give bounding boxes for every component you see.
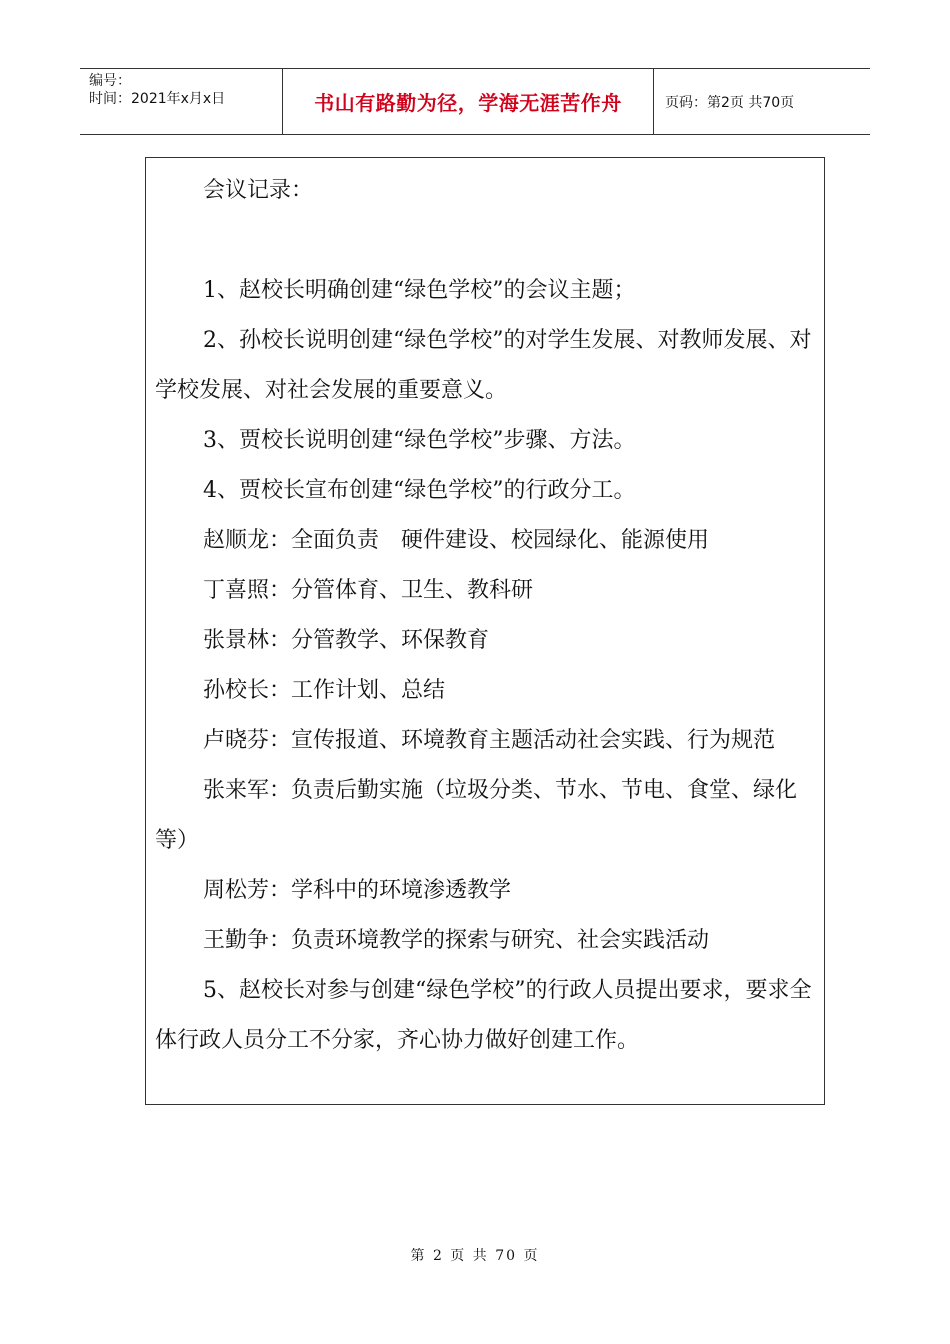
header-motto: 书山有路勤为径，学海无涯苦作舟 [283,69,654,134]
record-paragraph: 王勤争：负责环境教学的探索与研究、社会实践活动 [203,928,710,953]
record-paragraph: 孙校长：工作计划、总结 [203,678,446,703]
meeting-record-box [145,157,825,1105]
record-paragraph: 张景林：分管教学、环保教育 [203,628,490,653]
record-paragraph: 5、赵校长对参与创建“绿色学校”的行政人员提出要求，要求全体行政人员分工不分家，齐心协力做好创建工作。 [155,978,812,1053]
header-page-info: 页码：第2页 共70页 [665,94,795,111]
header-meta [80,69,283,134]
record-paragraph: 2、孙校长说明创建“绿色学校”的对学生发展、对教师发展、对学校发展、对社会发展的重要意义。 [155,328,812,403]
serial-label: 编号： [89,73,131,89]
record-paragraph: 丁喜照：分管体育、卫生、教科研 [203,578,534,603]
date-label: 时间：2021年x月x日 [89,91,226,107]
page-footer: 第 2 页 共 70 页 [410,1248,540,1264]
record-paragraph: 1、赵校长明确创建“绿色学校”的会议主题； [203,278,636,303]
record-paragraph: 4、贾校长宣布创建“绿色学校”的行政分工。 [203,478,636,503]
record-paragraph: 3、贾校长说明创建“绿色学校”步骤、方法。 [203,428,636,453]
record-paragraph: 卢晓芬：宣传报道、环境教育主题活动社会实践、行为规范 [203,728,776,753]
record-title: 会议记录： [203,178,314,203]
record-paragraph: 张来军：负责后勤实施（垃圾分类、节水、节电、食堂、绿化等） [155,778,798,853]
blank-line [155,216,819,266]
meeting-record-content [155,166,819,1066]
document-header [80,68,870,135]
record-paragraph: 周松芳：学科中的环境渗透教学 [203,878,512,903]
record-paragraph: 赵顺龙：全面负责 硬件建设、校园绿化、能源使用 [203,528,710,553]
